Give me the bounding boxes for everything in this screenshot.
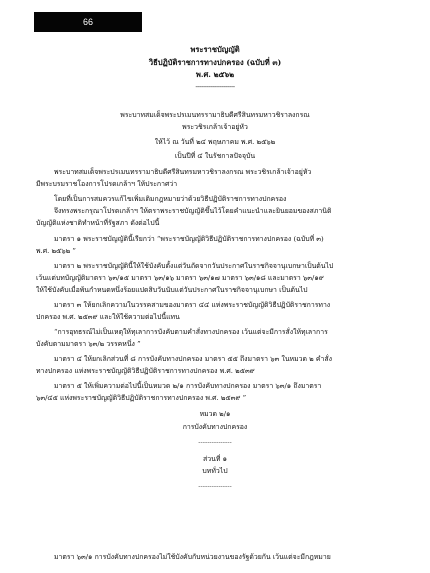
body-line: โดยที่เป็นการสมควรแก้ไขเพิ่มเติมกฎหมายว่าด้วยวิธีปฏิบัติราชการทางปกครอง bbox=[54, 195, 287, 203]
section-label: ส่วนที่ ๑ bbox=[203, 455, 227, 463]
body-line: “การอุทธรณ์ไม่เป็นเหตุให้ทุเลาการบังคับตามคำสั่งทางปกครอง เว้นแต่จะมีการสั่งให้ทุเลาการ bbox=[54, 328, 328, 336]
document-subtitle: วิธีปฏิบัติราชการทางปกครอง (ฉบับที่ ๓) bbox=[148, 57, 282, 67]
document-year: พ.ศ. ๒๕๖๒ bbox=[195, 70, 235, 79]
page-number: 66 bbox=[82, 17, 93, 27]
body-line-last: มาตรา ๖๓/๑ การบังคับทางปกครองไม่ใช้บังคับกับหน่วยงานของรัฐด้วยกัน เว้นแต่จะมีกฎหมาย bbox=[54, 553, 331, 561]
body-line: บังคับตามมาตรา ๖๓/๒ วรรคหนึ่ง ” bbox=[36, 340, 141, 348]
page-number-bar bbox=[34, 12, 142, 32]
chapter-name: การบังคับทางปกครอง bbox=[182, 423, 248, 431]
intro-reign-year: เป็นปีที่ ๔ ในรัชกาลปัจจุบัน bbox=[174, 152, 256, 160]
chapter-label: หมวด ๒/๑ bbox=[199, 410, 231, 418]
body-line: มีพระบรมราชโองการโปรดเกล้าฯ ให้ประกาศว่า bbox=[36, 180, 178, 188]
body-line: ปกครอง พ.ศ. ๒๕๓๙ และให้ใช้ความต่อไปนี้แทน bbox=[36, 313, 180, 321]
body-line: ทางปกครอง แห่งพระราชบัญญัติวิธีปฏิบัติราชการทางปกครอง พ.ศ. ๒๕๓๙ bbox=[36, 367, 255, 375]
body-line: มาตรา ๒ พระราชบัญญัตินี้ให้ใช้บังคับตั้งแต่วันถัดจากวันประกาศในราชกิจจานุเบกษาเป็นต้นไป bbox=[54, 262, 334, 270]
title-divider: --------------------- bbox=[195, 82, 235, 91]
intro-king-line-2: พระวชิรเกล้าเจ้าอยู่หัว bbox=[182, 123, 248, 131]
intro-given-date: ให้ไว้ ณ วันที่ ๒๔ พฤษภาคม พ.ศ. ๒๕๖๒ bbox=[154, 138, 276, 146]
body-line: เว้นแต่บทบัญญัติมาตรา ๖๓/๑๕ มาตรา ๖๓/๑๖ มาตรา ๖๓/๑๗ มาตรา ๖๓/๑๘ และมาตรา ๖๓/๑๙ bbox=[36, 274, 324, 282]
body-line: มาตรา ๕ ให้เพิ่มความต่อไปนี้เป็นหมวด ๒/๑ การบังคับทางปกครอง มาตรา ๖๓/๑ ถึงมาตรา bbox=[54, 382, 322, 390]
body-line: บัญญัติแห่งชาติทำหน้าที่รัฐสภา ดังต่อไปนี้ bbox=[36, 219, 160, 227]
title-block bbox=[0, 44, 430, 92]
body-line: มาตรา ๑ พระราชบัญญัตินี้เรียกว่า “พระราชบัญญัติวิธีปฏิบัติราชการทางปกครอง (ฉบับที่ ๓) bbox=[54, 235, 324, 243]
chapter-divider: --------------- bbox=[198, 438, 232, 446]
section-divider: --------------- bbox=[198, 482, 232, 490]
body-line: ให้ใช้บังคับเมื่อพ้นกำหนดหนึ่งร้อยแปดสิบวันนับแต่วันประกาศในราชกิจจานุเบกษา เป็นต้นไป bbox=[36, 286, 308, 294]
body-line: มาตรา ๔ ให้ยกเลิกส่วนที่ ๘ การบังคับทางปกครอง มาตรา ๕๕ ถึงมาตรา ๖๓ ในหมวด ๒ คำสั่ง bbox=[54, 355, 332, 363]
body-line: จึงทรงพระกรุณาโปรดเกล้าฯ ให้ตราพระราชบัญญัติขึ้นไว้โดยคำแนะนำและยินยอมของสภานิติ bbox=[54, 207, 332, 215]
document-title: พระราชบัญญัติ bbox=[190, 45, 240, 54]
body-line: พระบาทสมเด็จพระปรเมนทรรามาธิบดีศรีสินทรมหาวชิราลงกรณ พระวชิรเกล้าเจ้าอยู่หัว bbox=[54, 168, 312, 176]
body-line: มาตรา ๓ ให้ยกเลิกความในวรรคสามของมาตรา ๔๔ แห่งพระราชบัญญัติวิธีปฏิบัติราชการทาง bbox=[54, 301, 331, 309]
section-name: บททั่วไป bbox=[202, 467, 228, 475]
body-line: ๖๓/๔๕ แห่งพระราชบัญญัติวิธีปฏิบัติราชการทางปกครอง พ.ศ. ๒๕๓๙ ” bbox=[36, 394, 247, 402]
intro-king-line: พระบาทสมเด็จพระปรเมนทรรามาธิบดีศรีสินทรมหาวชิราลงกรณ bbox=[120, 111, 310, 119]
body-line: พ.ศ. ๒๕๖๒ ” bbox=[36, 247, 76, 255]
